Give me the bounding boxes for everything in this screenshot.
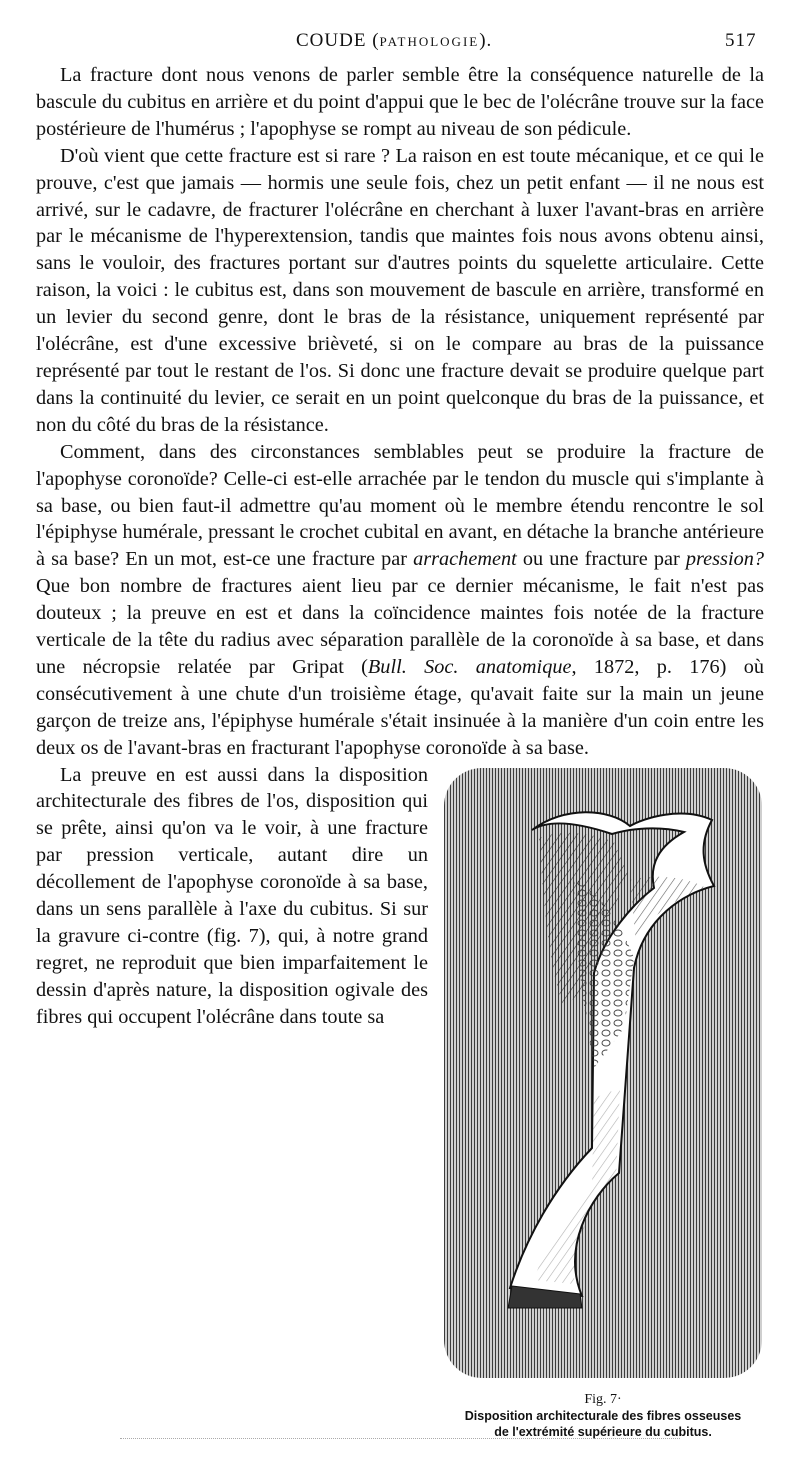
paragraph-4: La preuve en est aussi dans la disposition architecturale des fibres de l'os, disposition qui se prête, ainsi qu'on va le voir, à une fracture par pression verticale, autant dire un décollement de l'apophyse coronoïde à sa base, dans un sens parallèle à l'axe du cubitus. Si sur la gravure ci-contre (fig. 7), qui, à notre grand regret, ne reproduit que bien imparfaitement le dessin d'après nature, la disposition ogivale des fibres qui occupent l'olécrâne dans toute sa <box>36 763 428 1028</box>
page-number: 517 <box>725 30 757 51</box>
running-title: COUDE (PATHOLOGIE). <box>296 30 493 51</box>
paragraph-2: D'où vient que cette fracture est si rare ? La raison en est toute mécanique, et ce qui le prouve, c'est que jamais — hormis une seule fois, chez un petit enfant — il ne nous est arrivé, sur le cadavre, de fracturer l'olécrâne en cherchant à luxer l'avant-bras en arrière par le mécanisme de l'hyperextension, tandis que maintes fois nous avons obtenu ainsi, sans le vouloir, des fractures portant sur d'autres points du squelette articulaire. Cette raison, la voici : le cubitus est, dans son mouvement de bascule en arrière, transformé en un levier du second genre, dont le bras de la résistance, uniquement représenté par l'olécrâne, est d'une excessive brièveté, si on le compare au bras de la puissance représenté par tout le restant de l'os. Si donc une fracture devait se produire quelque part dans la continuité du levier, ce serait en un point quelconque du bras de la puissance, et non du côté du bras de la résistance. <box>36 144 764 436</box>
bone-engraving <box>444 768 762 1378</box>
figure-number: Fig. 7· <box>584 1391 622 1407</box>
running-header <box>0 30 800 56</box>
body-text <box>36 62 764 1466</box>
figure-7 <box>442 768 764 1466</box>
bottom-specks <box>120 1438 680 1440</box>
paragraph-3: Comment, dans des circonstances semblables peut se produire la fracture de l'apophyse coronoïde? Celle-ci est-elle arrachée par le tendon du muscle qui s'implante à sa base, ou bien faut-il admettre qu'au moment où le membre étendu rencontre le sol l'épiphyse humérale, pressant le crochet cubital en avant, en détache la branche antérieure à sa base? En un mot, est-ce une fracture par arrachement ou une fracture par pression? Que bon nombre de fractures aient lieu par ce dernier mécanisme, le fait n'est pas douteux ; la preuve en est et dans la coïncidence maintes fois notée de la fracture verticale de la tête du radius avec séparation parallèle de la coronoïde à sa base, et dans une nécropsie relatée par Gripat (Bull. Soc. anatomique, 1872, p. 176) où consécutivement à une chute d'un troisième étage, qu'avait faite sur la main un jeune garçon de treize ans, l'épiphyse humérale s'était insinuée à la manière d'un coin entre les deux os de l'avant-bras en fracturant l'apophyse coronoïde à sa base. <box>36 440 765 759</box>
paragraph-1: La fracture dont nous venons de parler semble être la conséquence naturelle de la bascule du cubitus en arrière et du point d'appui que le bec de l'olécrâne trouve sur la face postérieure de l'humérus ; l'apophyse se rompt au niveau de son pédicule. <box>36 64 764 140</box>
figure-caption: Disposition architecturale des fibres osseuses de l'extrémité supérieure du cubitus. <box>464 1408 742 1439</box>
